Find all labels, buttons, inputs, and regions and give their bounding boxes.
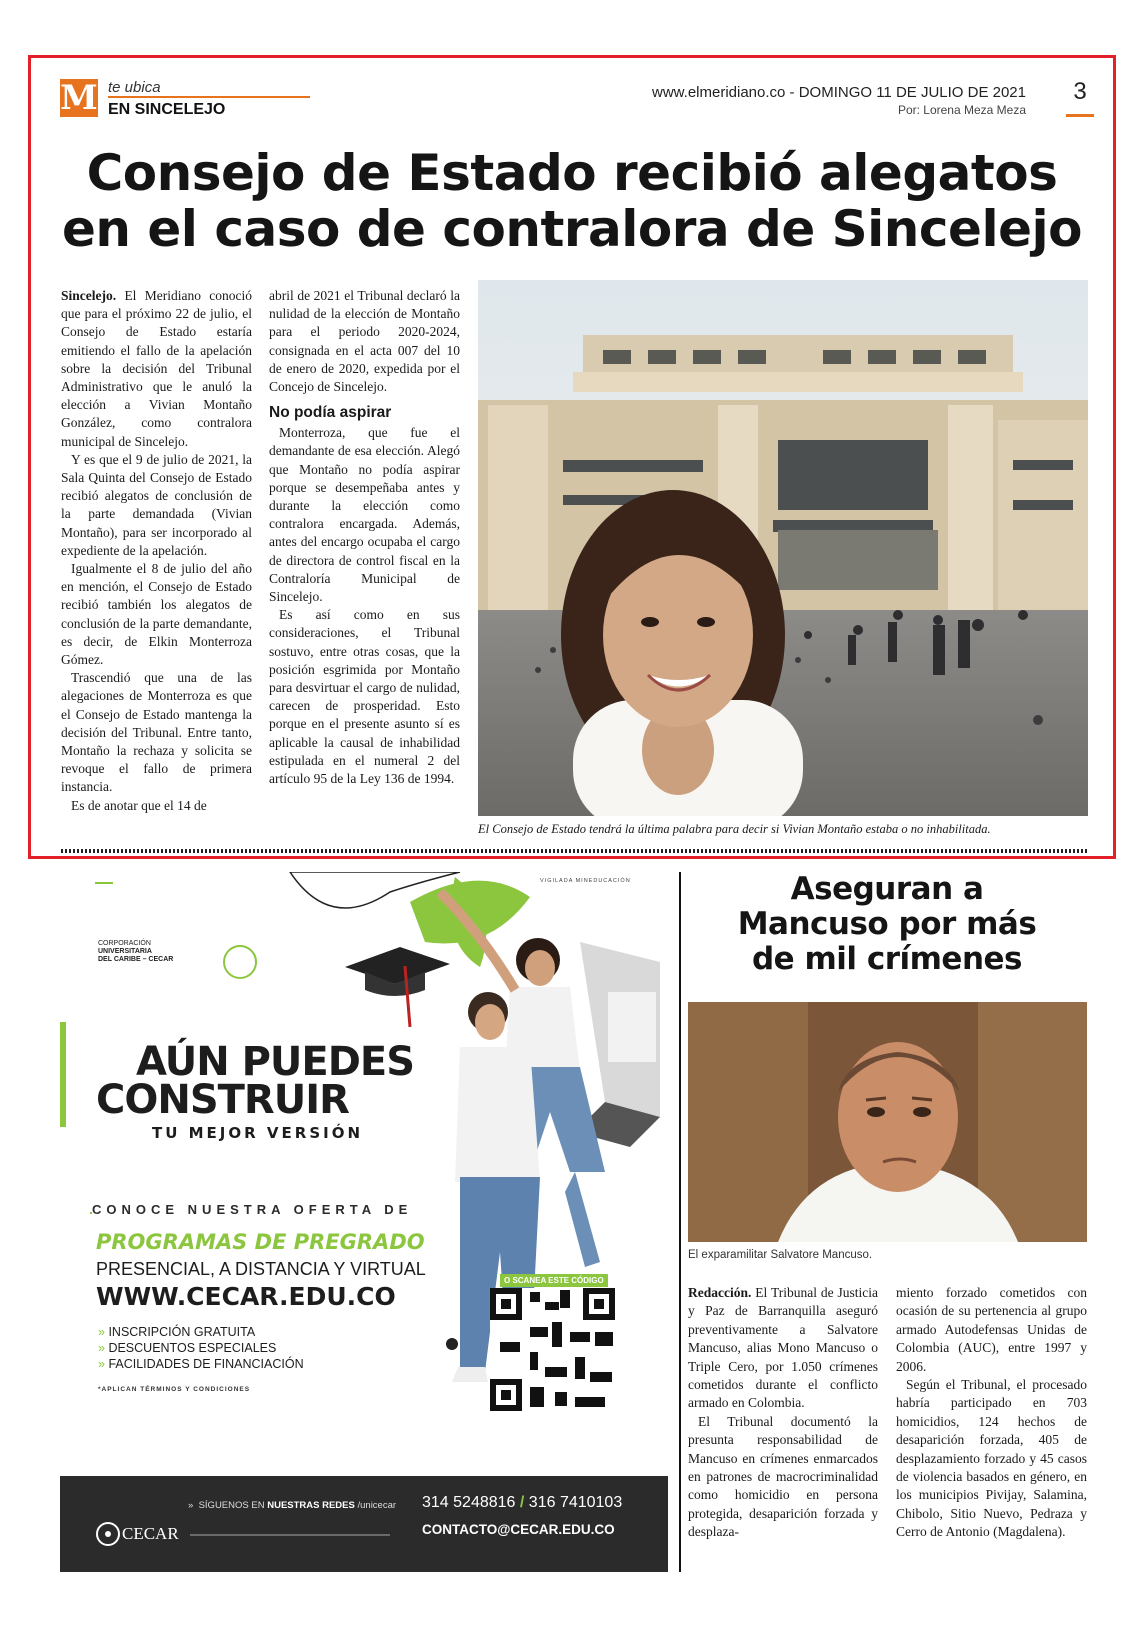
modes-text: PRESENCIAL, A DISTANCIA Y VIRTUAL [96, 1259, 426, 1279]
benefit-text: DESCUENTOS ESPECIALES [108, 1341, 277, 1355]
portrait-photo [688, 1002, 1087, 1242]
website-link[interactable]: WWW.CECAR.EDU.CO [96, 1282, 396, 1311]
social-line [188, 1500, 396, 1511]
section-underline [108, 96, 310, 98]
ad-artwork [60, 872, 668, 1572]
cecar-footer-logo: CECAR [122, 1524, 179, 1543]
photo-caption: El Consejo de Estado tendrá la última palabra para decir si Vivian Montaño estaba o no inhabilitada. [478, 822, 991, 836]
side-column-2 [896, 1284, 1087, 1542]
bullet-icon: » [98, 1341, 105, 1355]
main-headline [50, 145, 1094, 257]
side-column-1 [688, 1284, 878, 1542]
subheading: No podía aspirar [269, 404, 392, 422]
article-column-2 [269, 287, 460, 788]
paragraph: El Tribunal de Justicia y Paz de Barranquilla aseguró preventivamente a Salvatore Mancuso, alias Mono Mancuso o Triple Cero, por 1.050 crímenes cometidos durante el conflicto armado en Colombia. [688, 1285, 878, 1411]
side-headline-line: de mil crímenes [751, 941, 1023, 977]
phone-numbers [422, 1494, 622, 1512]
benefit-item [98, 1356, 304, 1372]
paragraph: Es de anotar que el 14 de [71, 797, 207, 813]
page-number-underline [1066, 114, 1094, 117]
el-meridiano-logo: M [60, 78, 98, 118]
paragraph: Es así como en sus consideraciones, el Tribunal sostuvo, entre otras cosas, que la posición esgrimida por Montaño para desvirtuar el cargo de nulidad, carecen de prosperidad. Esto porque en el presente asunto sí es aplicable la causal de inhabilidad estipulada en el numeral 2 del artículo 95 de la Ley 136 de 1994. [269, 607, 460, 787]
column-divider [679, 872, 681, 1572]
phone-2[interactable]: 316 7410103 [528, 1494, 623, 1511]
main-headline-line-2: en el caso de contralora de Sincelejo [61, 200, 1082, 258]
contact-email[interactable]: CONTACTO@CECAR.EDU.CO [422, 1522, 615, 1537]
cecar-advertisement [60, 872, 668, 1572]
cecar-org-name [98, 940, 173, 964]
chevron-icon: » [188, 1500, 194, 1511]
phone-1[interactable]: 314 5248816 [422, 1494, 516, 1511]
section-name: EN SINCELEJO [108, 101, 226, 118]
paragraph: El Tribunal documentó la presunta responsabilidad de Mancuso en crímenes enmarcados en patrones de macrocriminalidad como homicidio en persona protegida, desaparición forzada y desplaza- [688, 1413, 878, 1540]
lead-label: Redacción. [688, 1285, 752, 1300]
benefits-list [98, 1324, 304, 1372]
vigilada-label: VIGILADA MINEDUCACIÓN [540, 878, 631, 884]
social-handle[interactable]: /unicecar [357, 1500, 397, 1511]
paragraph: abril de 2021 el Tribunal declaró la nulidad de la elección de Montaño para el periodo 2020-2024, consignada en el acta 007 del 10 de enero de 2020, expedida por el Concejo de Sincelejo. [269, 288, 460, 395]
side-headline-line: Mancuso por más [737, 906, 1037, 942]
dateline-place: Sincelejo. [61, 288, 117, 303]
paragraph: Monterroza, que fue el demandante de esa elección. Alegó que Montaño no podía aspirar porque se desempeñaba antes y durante la elección como contralora encargada. Además, antes del encargo ocupaba el cargo de directora de control fiscal en la Contraloría Municipal de Sincelejo. [269, 425, 460, 605]
paragraph: El Meridiano conoció que para el próximo 22 de julio, el Consejo de Estado estaría emitiendo el fallo de la apelación sobre la decisión del Tribunal Administrativo que le anuló la elección a Vivian Montaño González, como contralora municipal de Sincelejo. [61, 288, 253, 449]
byline: Por: Lorena Meza Meza [897, 103, 1026, 117]
article-photo [478, 280, 1088, 816]
mancuso-photo [688, 1002, 1087, 1242]
main-headline-line-1: Consejo de Estado recibió alegatos [86, 144, 1058, 202]
ad-headline-3: TU MEJOR VERSIÓN [152, 1124, 364, 1142]
article-column-1 [61, 287, 252, 815]
programs-title: PROGRAMAS DE PREGRADO [96, 1230, 425, 1254]
benefit-text: INSCRIPCIÓN GRATUITA [108, 1325, 256, 1339]
social-bold: NUESTRAS REDES [267, 1500, 355, 1511]
side-headline [688, 872, 1086, 977]
benefit-item [98, 1340, 304, 1356]
paragraph: Igualmente el 8 de julio del año en mención, el Consejo de Estado recibió también los alegatos de conclusión de la parte demandante, es decir, de Elkin Monterroza Gómez. [61, 561, 252, 668]
bullet-icon: » [98, 1357, 105, 1371]
paragraph: miento forzado cometidos con ocasión de su pertenencia al grupo armado Autodefensas Unidas de Colombia (AUC), entre 1997 y 2006. [896, 1285, 1087, 1374]
scan-label: O SCANEA ESTE CÓDIGO [500, 1274, 608, 1287]
photo-caption: El exparamilitar Salvatore Mancuso. [688, 1249, 873, 1261]
dotted-rule [61, 849, 1088, 853]
org-line: UNIVERSITARIA [98, 948, 152, 955]
org-line: CORPORACIÓN [98, 940, 151, 947]
offer-label: CONOCE NUESTRA OFERTA DE [92, 1202, 416, 1217]
paragraph: Según el Tribunal, el procesado habría participado en 703 homicidios, 124 hechos de desaparición forzada, 405 de desplazamiento forzado y 45 casos de violencia basados en género, en los municipios Pivijay, Salamina, Chibolo, Sitio Nuevo, Pedraza y Cerro de Antonio (Magdalena). [896, 1377, 1087, 1540]
social-prefix: SÍGUENOS EN [198, 1500, 265, 1511]
ad-headline-2: CONSTRUIR [96, 1077, 349, 1123]
section-kicker: te ubica [108, 79, 161, 96]
photo-palace-and-portrait [478, 280, 1088, 816]
dateline: www.elmeridiano.co - DOMINGO 11 DE JULIO DE 2021 [651, 84, 1026, 101]
bullet-icon: » [98, 1325, 105, 1339]
ad-headline-1: AÚN PUEDES [136, 1039, 415, 1085]
paragraph: Y es que el 9 de julio de 2021, la Sala Quinta del Consejo de Estado recibió alegatos de conclusión de la parte demandada (Vivian Montaño), para ser incorporado al expediente de la apelación. [61, 451, 252, 558]
side-headline-line: Aseguran a [790, 871, 984, 907]
terms-note: *APLICAN TÉRMINOS Y CONDICIONES [98, 1386, 251, 1393]
page-number: 3 [1073, 78, 1087, 105]
phone-separator: / [519, 1494, 525, 1511]
benefit-text: FACILIDADES DE FINANCIACIÓN [108, 1357, 304, 1371]
org-line: DEL CARIBE – CECAR [98, 956, 174, 963]
paragraph: Trascendió que una de las alegaciones de Monterroza es que el Consejo de Estado mantenga la decisión del Tribunal. Entre tanto, Montaño la rechaza y solicita se revoque el fallo de primera instancia. [61, 670, 252, 795]
benefit-item [98, 1324, 304, 1340]
